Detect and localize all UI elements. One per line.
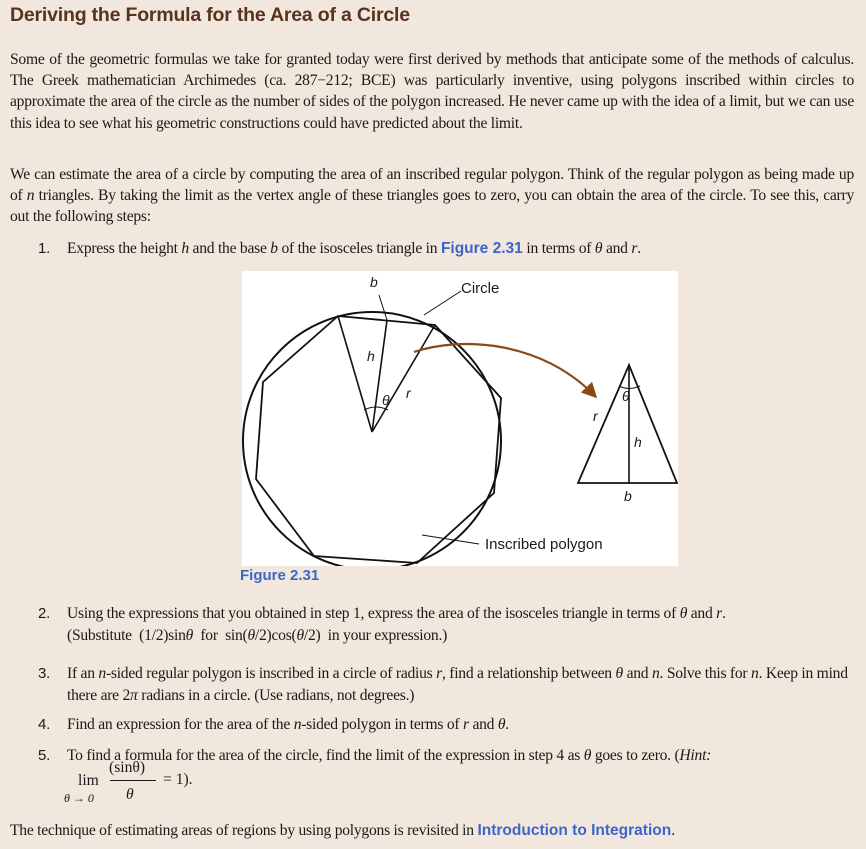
text: and (468, 716, 498, 733)
intro-paragraph-1: Some of the geometric formulas we take for granted today were first derived by methods that anticipate some of the methods of calculus. The Greek mathematician Archimedes (ca. 287−212; BCE) was particularly inventive, using polygons inscribed within circles to approximate the area of the circle as the number of sides of the polygon increased. He never came up with the idea of a limit, but we can use this idea to see what his geometric constructions could have predicted about the limit. (10, 51, 854, 132)
var-theta: θ (185, 626, 194, 644)
text: and (687, 605, 717, 622)
step-4 (38, 714, 854, 736)
var-theta: θ (615, 665, 623, 682)
arrow-icon (414, 344, 595, 396)
var-theta: θ (296, 626, 304, 644)
var-theta: θ (594, 240, 603, 257)
text: Express the height (67, 240, 182, 257)
text: -sided regular polygon is inscribed in a circle of radius (105, 665, 437, 682)
var-pi: π (130, 686, 138, 704)
step-2 (38, 603, 854, 646)
var-n: n (293, 716, 302, 733)
var-theta: θ (497, 716, 506, 733)
step-text (67, 238, 854, 260)
var-h: h (181, 240, 189, 257)
b-leader-line (379, 295, 387, 320)
text: . (637, 240, 641, 257)
fraction-numerator: (sinθ) (109, 759, 146, 776)
fraction-bar (110, 780, 156, 781)
text: /2) in your expression.) (303, 626, 448, 644)
text: . (671, 822, 675, 839)
var-n: n (26, 187, 35, 205)
text: The technique of estimating areas of regions by using polygons is revisited in (10, 822, 478, 839)
lim-text: lim (78, 772, 99, 789)
label-r: r (406, 385, 411, 401)
step-text (67, 663, 854, 706)
figure-caption: Figure 2.31 (240, 567, 320, 584)
text: radians in a circle. (Use radians, not degrees.) (137, 686, 415, 704)
footer-text (10, 822, 675, 840)
step-1 (38, 238, 854, 260)
text: (Substitute (1/2)sin (67, 626, 186, 644)
step-3 (38, 663, 854, 706)
circle-leader-line (424, 291, 461, 315)
var-r: r (631, 240, 638, 257)
text: and (605, 240, 632, 257)
label-circle: Circle (461, 280, 500, 297)
step-5 (38, 745, 854, 767)
text: Using the expressions that you obtained in step 1, express the area of the isosceles triangle in terms of (67, 605, 680, 622)
step-number: 4. (38, 716, 51, 733)
var-theta: θ (679, 605, 688, 622)
inscribed-polygon-shape (256, 316, 501, 563)
text: If an (67, 665, 99, 682)
equals-text: = 1). (163, 771, 193, 788)
introduction-to-integration-link[interactable]: Introduction to Integration (477, 822, 672, 839)
text: . (505, 716, 509, 733)
hint-label: Hint: (679, 747, 712, 764)
triangle-side-left (338, 316, 372, 432)
var-n: n (98, 665, 106, 682)
text: triangles. By taking the limit as the vertex angle of these triangles goes to zero, you can obtain the area of the circle. To see this, carry out the following steps: (10, 187, 854, 226)
var-n: n (651, 665, 660, 682)
text: /2)cos( (254, 626, 297, 644)
label-h-detached: h (634, 434, 642, 450)
label-theta: θ (382, 392, 390, 408)
var-n: n (751, 665, 759, 682)
label-h: h (367, 348, 375, 364)
text: To find a formula for the area of the circle, find the limit of the expression in step 4 as (67, 747, 584, 764)
text: -sided polygon in terms of (301, 716, 463, 733)
step-number: 5. (38, 747, 51, 764)
var-theta: θ (583, 747, 592, 764)
text: . (722, 605, 726, 622)
label-b-top: b (370, 274, 378, 290)
text: , find a relationship between (441, 665, 616, 682)
text: and the base (188, 240, 271, 257)
figure-diagram (242, 271, 678, 566)
triangle-side-right (372, 325, 435, 432)
detached-triangle (578, 365, 677, 483)
step-number: 1. (38, 240, 51, 257)
step-number: 2. (38, 605, 51, 622)
text: and (622, 665, 652, 682)
step-text (67, 745, 854, 767)
step-text (67, 714, 854, 736)
page-title: Deriving the Formula for the Area of a Circle (10, 4, 410, 26)
step-text (67, 603, 854, 646)
intro-paragraph-2 (10, 164, 854, 228)
text: for sin( (193, 626, 248, 644)
var-r: r (436, 665, 442, 682)
text: We can estimate the area of a circle by computing the area of an inscribed regular polygon. Think of the regular polygon as being made up of (10, 166, 854, 205)
figure-2-31 (242, 271, 678, 566)
var-r: r (462, 716, 469, 733)
text: . Solve this for (659, 665, 752, 682)
limit-expression (62, 759, 262, 816)
label-inscribed-polygon: Inscribed polygon (485, 536, 603, 553)
var-b: b (270, 240, 278, 257)
lim-subscript: θ → 0 (64, 791, 94, 805)
triangle-height (372, 320, 387, 432)
text: of the isosceles triangle in (277, 240, 441, 257)
figure-link[interactable]: Figure 2.31 (440, 240, 523, 257)
label-theta-detached: θ (622, 388, 630, 404)
step-number: 3. (38, 665, 51, 682)
fraction-denominator: θ (126, 786, 134, 803)
label-r-detached: r (593, 408, 598, 424)
text: Find an expression for the area of the (67, 716, 294, 733)
text: in terms of (522, 240, 595, 257)
text: goes to zero. ( (591, 747, 680, 764)
text: . Keep in mind there are 2 (67, 665, 848, 704)
var-r: r (716, 605, 722, 622)
var-theta: θ (247, 626, 255, 644)
label-b-detached: b (624, 488, 632, 504)
